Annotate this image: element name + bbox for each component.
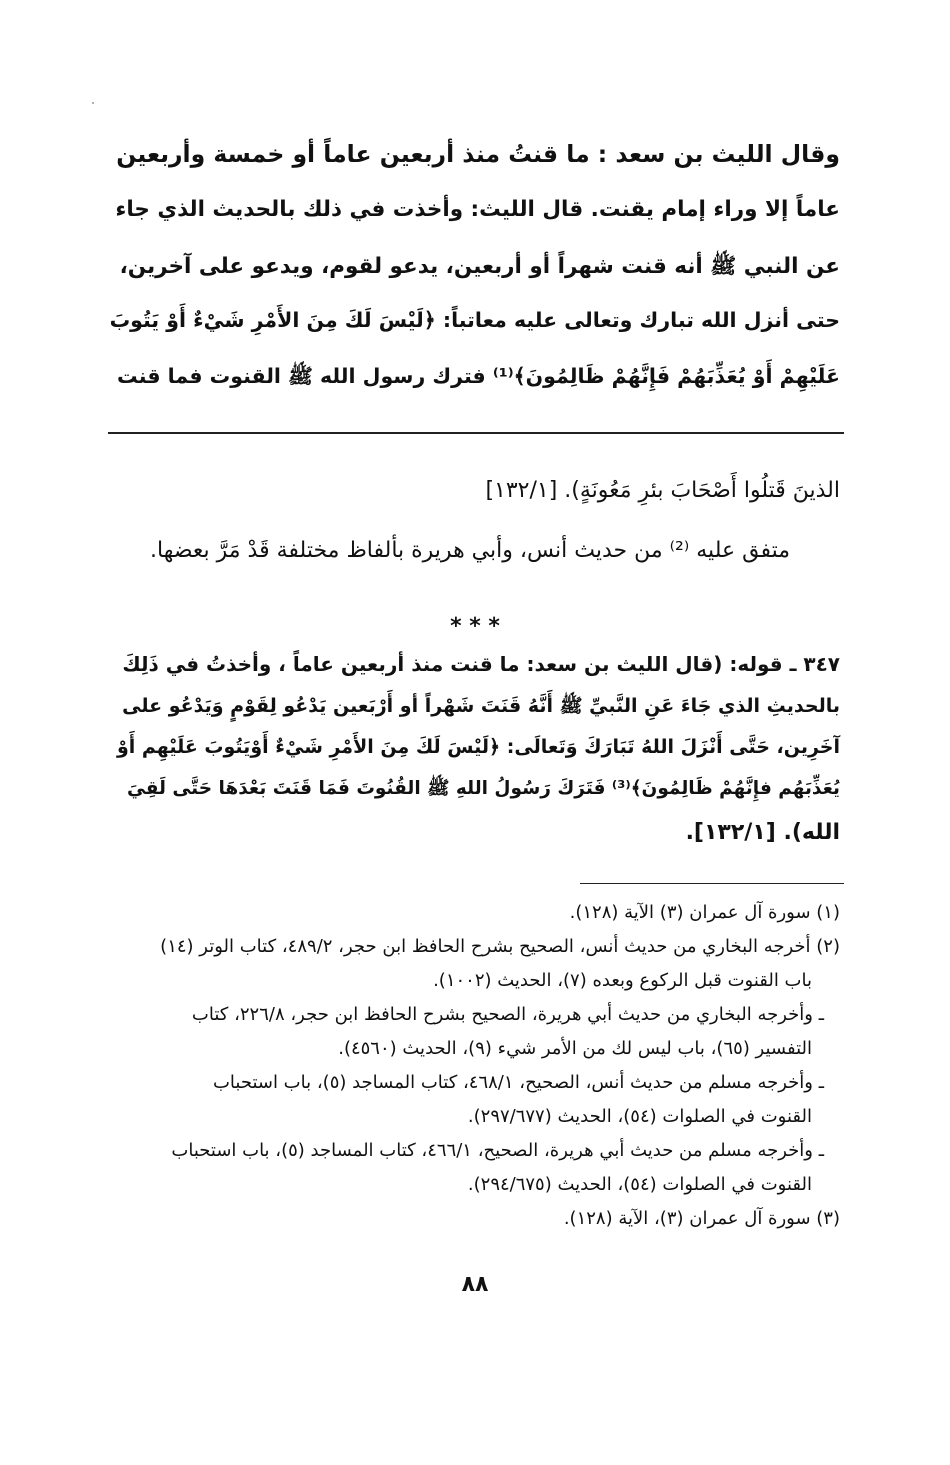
continuation-line: الذينَ قَتلُوا أَصْحَابَ بئرِ مَعُونَةٍ). [١٣٢/١] (485, 478, 840, 503)
footnote-line: التفسير (٦٥)، باب ليس لك من الأمر شيء (٩)، الحديث (٤٥٦٠). (338, 1038, 812, 1059)
footnote-line: ـ وأخرجه البخاري من حديث أبي هريرة، الصحيح بشرح الحافظ ابن حجر، ٢٢٦/٨، كتاب (191, 1004, 824, 1025)
footnote-line: (١) سورة آل عمران (٣) الآية (١٢٨). (569, 902, 840, 923)
footnote-line: ـ وأخرجه مسلم من حديث أنس، الصحيح، ٤٦٨/١، كتاب المساجد (٥)، باب استحباب (212, 1072, 824, 1093)
quote-line: عاماً إلا وراء إمام يقنت. قال الليث: وأخذت في ذلك بالحديث الذي جاء (115, 197, 840, 222)
section-divider (108, 432, 844, 434)
separator-stars: * * * (450, 614, 500, 639)
footnote-line: القنوت في الصلوات (٥٤)، الحديث (٢٩٧/٦٧٧). (467, 1106, 812, 1127)
footnote-line: باب القنوت قبل الركوع وبعده (٧)، الحديث (١٠٠٢). (433, 970, 812, 991)
footnote-line: (٢) أخرجه البخاري من حديث أنس، الصحيح بشرح الحافظ ابن حجر، ٤٨٩/٢، كتاب الوتر (١٤) (160, 936, 840, 957)
page-number: ٨٨ (461, 1272, 489, 1297)
commentary-line: ٣٤٧ ـ قوله: (قال الليث بن سعد: ما قنت منذ أربعين عاماً ، وأخذتُ في ذَلِكَ (122, 652, 840, 676)
commentary-line: آخَرِين، حَتَّى أَنْزَلَ اللهُ تَبَارَكَ وَتَعالَى: ﴿لَيْسَ لَكَ مِنَ الأَمْرِ شَيْءٌ أَوْيَتُوبَ عَلَيْهِم أَوْ (116, 736, 840, 758)
scan-speck (92, 102, 94, 104)
quoted-text-block (110, 140, 840, 390)
quote-line: وقال الليث بن سعد : ما قنتُ منذ أربعين عاماً أو خمسة وأربعين (116, 140, 840, 168)
footnote-divider (580, 883, 844, 884)
footnote-line: القنوت في الصلوات (٥٤)، الحديث (٢٩٤/٦٧٥). (467, 1174, 812, 1195)
footnote-line: (٣) سورة آل عمران (٣)، الآية (١٢٨). (563, 1208, 840, 1229)
footnote-line: ـ وأخرجه مسلم من حديث أبي هريرة، الصحيح، ٤٦٦/١، كتاب المساجد (٥)، باب استحباب (171, 1140, 824, 1161)
continuation-block (110, 470, 840, 570)
commentary-block (110, 652, 840, 872)
continuation-line: متفق عليه ⁽²⁾ من حديث أنس، وأبي هريرة بألفاظ مختلفة قَدْ مَرَّ بعضها. (150, 538, 790, 563)
quote-line: عن النبي ﷺ أنه قنت شهراً أو أربعين، يدعو لقوم، ويدعو على آخرين، (119, 254, 840, 279)
footnotes-block (110, 902, 840, 1232)
quote-line: عَلَيْهِمْ أَوْ يُعَذِّبَهُمْ فَإِنَّهُمْ ظَالِمُونَ﴾⁽¹⁾ فترك رسول الله ﷺ القنوت فما قنت (117, 364, 840, 388)
quote-line: حتى أنزل الله تبارك وتعالى عليه معاتباً: ﴿لَيْسَ لَكَ مِنَ الأَمْرِ شَيْءٌ أَوْ يَتُوبَ (109, 308, 840, 332)
commentary-line: يُعَذِّبَهُم فإِنَّهُمْ ظَالِمُونَ﴾⁽³⁾ فَتَرَكَ رَسُولُ اللهِ ﷺ القُنُوتَ فَمَا قَنَتَ بَعْدَهَا حَتَّى لَقِيَ (127, 778, 840, 799)
commentary-line: الله). [١٣٢/١]. (685, 820, 840, 845)
commentary-line: بالحديثِ الذي جَاءَ عَنِ النَّبيِّ ﷺ أَنَّهُ قَنَتَ شَهْراً أو أَرْبَعين يَدْعُو لِقَوْمٍ وَيَدْعُو على (122, 695, 840, 717)
